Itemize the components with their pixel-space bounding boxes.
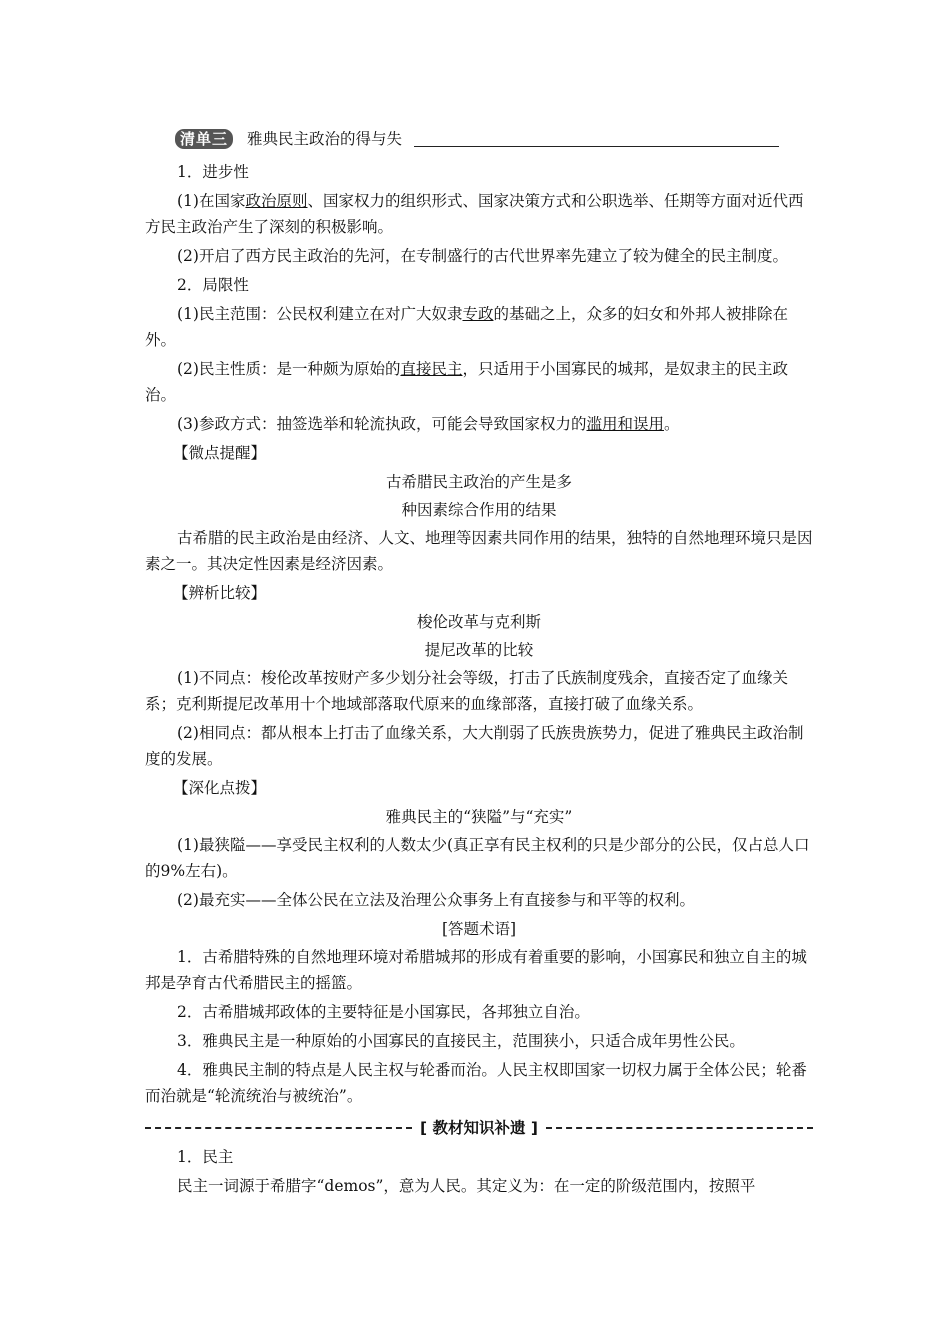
terms-item-1: 1．古希腊特殊的自然地理环境对希腊城邦的形成有着重要的影响，小国寡民和独立自主的城邦是孕育古代希腊民主的摇篮。: [145, 948, 807, 992]
divider-dash-right: [546, 1127, 813, 1129]
supplement-body: 民主一词源于希腊字“demos”，意为人民。其定义为：在一定的阶级范围内，按照平: [177, 1177, 756, 1195]
progress-item-1: (1)在国家政治原则、国家权力的组织形式、国家决策方式和公职选举、任期等方面对近代西方民主政治产生了深刻的积极影响。: [145, 192, 804, 236]
compare-item-2: (2)相同点：都从根本上打击了血缘关系，大大削弱了氏族贵族势力，促进了雅典民主政治制度的发展。: [145, 724, 804, 768]
section-badge: 清单三: [175, 129, 233, 149]
supplement-divider: [145, 1115, 813, 1141]
micro-title-2: 种因素综合作用的结果: [401, 501, 557, 519]
terms-item-2: 2．古希腊城邦政体的主要特征是小国寡民，各邦独立自治。: [177, 1003, 590, 1021]
deep-title: 雅典民主的“狭隘”与“充实”: [385, 808, 573, 826]
compare-item-1: (1)不同点：梭伦改革按财产多少划分社会等级，打击了氏族制度残余，直接否定了血缘关系；克利斯提尼改革用十个地域部落取代原来的血缘部落，直接打破了血缘关系。: [145, 669, 788, 713]
divider-dash-left: [145, 1127, 412, 1129]
deep-item-2: (2)最充实——全体公民在立法及治理公众事务上有直接参与和平等的权利。: [177, 891, 695, 909]
micro-body: 古希腊的民主政治是由经济、人文、地理等因素共同作用的结果，独特的自然地理环境只是因素之一。其决定性因素是经济因素。: [145, 529, 813, 573]
deep-item-1: (1)最狭隘——享受民主权利的人数太少(真正享有民主权利的只是少部分的公民，仅占总人口的9%左右)。: [145, 836, 810, 880]
section-header: [145, 122, 813, 156]
document-content: [145, 122, 813, 1202]
terms-item-4: 4．雅典民主制的特点是人民主权与轮番而治。人民主权即国家一切权力属于全体公民；轮番而治就是“轮流统治与被统治”。: [145, 1061, 807, 1105]
limits-item-1: (1)民主范围：公民权利建立在对广大奴隶专政的基础之上，众多的妇女和外邦人被排除在外。: [145, 305, 788, 349]
terms-title: [答题术语]: [441, 920, 517, 938]
micro-title-1: 古希腊民主政治的产生是多: [385, 473, 572, 491]
section-title: 雅典民主政治的得与失: [247, 130, 403, 148]
limits-item-3: (3)参政方式：抽签选举和轮流执政，可能会导致国家权力的滥用和误用。: [177, 415, 680, 433]
supplement-label: [ 教材知识补遗 ]: [420, 1119, 538, 1137]
limits-item-2: (2)民主性质：是一种颇为原始的直接民主，只适用于小国寡民的城邦，是奴隶主的民主政治。: [145, 360, 788, 404]
limits-heading: 2．局限性: [177, 276, 249, 294]
header-rule: [414, 132, 779, 147]
compare-title-1: 梭伦改革与克利斯: [416, 613, 541, 631]
terms-item-3: 3．雅典民主是一种原始的小国寡民的直接民主，范围狭小，只适合成年男性公民。: [177, 1032, 745, 1050]
compare-title-2: 提尼改革的比较: [424, 641, 534, 659]
progress-item-2: (2)开启了西方民主政治的先河，在专制盛行的古代世界率先建立了较为健全的民主制度。: [177, 247, 788, 265]
deep-tag: 【深化点拨】: [173, 779, 267, 797]
micro-tag: 【微点提醒】: [173, 444, 267, 462]
compare-tag: 【辨析比较】: [173, 584, 267, 602]
progress-heading: 1．进步性: [177, 163, 249, 181]
supplement-heading: 1．民主: [177, 1148, 234, 1166]
